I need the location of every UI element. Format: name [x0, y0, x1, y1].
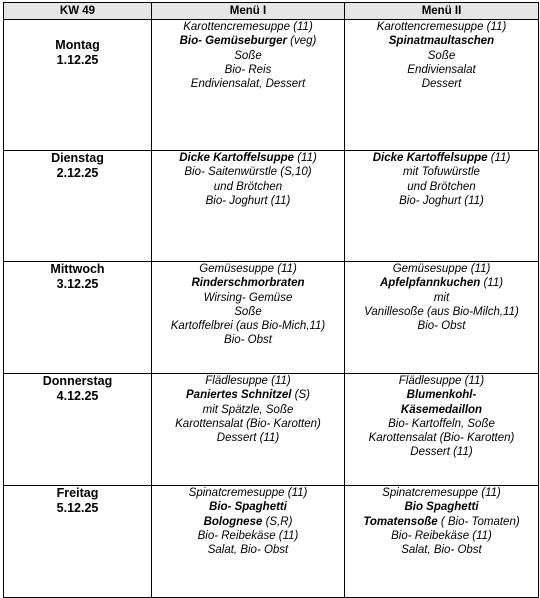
- meal-text: Bio- Kartoffeln, Soße: [388, 417, 495, 430]
- day-cell: [4, 20, 152, 151]
- meal-line: [345, 515, 538, 529]
- menu1-header: Menü I: [152, 3, 345, 20]
- day-row: [4, 374, 539, 486]
- meal-text: Dicke Kartoffelsuppe: [372, 152, 488, 164]
- meal-text: mit: [433, 291, 450, 304]
- meal-line: [345, 500, 538, 514]
- meal-line: [345, 291, 538, 305]
- menu1-cell: [152, 151, 345, 262]
- meal-text: Soße: [234, 305, 262, 318]
- meal-text: Bio- Reibekäse (11): [391, 529, 492, 542]
- meal-text: Karottencremesuppe (11): [183, 21, 313, 33]
- meal-text: Bio- Joghurt (11): [205, 194, 291, 207]
- day-name: Dienstag: [51, 151, 104, 165]
- meal-line: [345, 529, 538, 543]
- meal-text: Bio- Saitenwürstle (S,10): [184, 166, 312, 179]
- meal-text: und Brötchen: [407, 180, 476, 193]
- day-name: Mittwoch: [50, 262, 105, 276]
- meal-line: [345, 20, 538, 34]
- day-cell: [4, 374, 152, 486]
- meal-line: [345, 486, 538, 500]
- meal-text: Endiviensalat, Dessert: [190, 78, 306, 91]
- day-date: 4.12.25: [56, 389, 99, 403]
- meal-line: [345, 194, 538, 208]
- meal-text: Spinatcremesuppe (11): [382, 487, 501, 499]
- meal-line: [152, 291, 344, 305]
- meal-text: Bio- Obst: [224, 334, 272, 347]
- meal-line: [345, 63, 538, 77]
- meal-text: Soße: [427, 49, 456, 62]
- meal-text: Bio- Spaghetti: [209, 501, 287, 514]
- meal-text: Karottensalat (Bio- Karotten): [175, 417, 321, 430]
- meal-line: [152, 515, 344, 529]
- menu1-cell: [152, 20, 345, 151]
- day-name: Freitag: [56, 486, 99, 500]
- meal-suffix: (11): [487, 152, 511, 164]
- weekly-menu-table: [3, 2, 539, 598]
- meal-text: Vanillesoße (aus Bio-Milch,11): [364, 305, 519, 318]
- meal-line: [345, 445, 538, 459]
- day-cell: [4, 262, 152, 374]
- meal-line: [152, 388, 344, 402]
- meal-line: [345, 543, 538, 557]
- meal-line: [152, 262, 344, 276]
- meal-text: Dessert (11): [410, 446, 473, 459]
- meal-line: [345, 431, 538, 445]
- meal-text: Bolognese: [203, 515, 263, 528]
- meal-line: [345, 374, 538, 388]
- meal-line: [152, 374, 344, 388]
- meal-text: mit Tofuwürstle: [403, 166, 480, 179]
- meal-line: [152, 20, 344, 34]
- meal-text: Spinatcremesuppe (11): [188, 487, 308, 499]
- day-row: [4, 20, 539, 151]
- meal-line: [152, 276, 344, 290]
- meal-line: [345, 151, 538, 165]
- meal-text: Soße: [234, 49, 262, 62]
- meal-line: [152, 333, 344, 347]
- meal-line: [152, 194, 344, 208]
- meal-line: [152, 151, 344, 165]
- menu1-cell: [152, 486, 345, 598]
- meal-line: [152, 319, 344, 333]
- day-date: 1.12.25: [56, 53, 99, 67]
- meal-text: Dessert (11): [216, 432, 280, 445]
- day-row: [4, 151, 539, 262]
- menu2-cell: [345, 151, 539, 262]
- meal-text: Paniertes Schnitzel: [186, 389, 292, 402]
- meal-line: [345, 77, 538, 91]
- meal-line: [345, 388, 538, 402]
- meal-line: [152, 180, 344, 194]
- day-row: [4, 262, 539, 374]
- header-row: [4, 3, 539, 20]
- meal-text: Bio- Gemüseburger: [179, 35, 287, 48]
- meal-text: Kartoffelbrei (aus Bio-Mich,11): [170, 320, 326, 333]
- meal-text: Flädlesuppe (11): [205, 375, 291, 387]
- meal-line: [345, 319, 538, 333]
- meal-text: Spinatmaultaschen: [388, 35, 495, 48]
- meal-line: [152, 500, 344, 514]
- meal-suffix: (11): [480, 277, 504, 290]
- meal-text: Bio- Reis: [224, 63, 272, 76]
- menu2-cell: [345, 262, 539, 374]
- meal-line: [345, 403, 538, 417]
- meal-text: Salat, Bio- Obst: [207, 544, 289, 557]
- meal-line: [345, 165, 538, 179]
- meal-text: Gemüsesuppe (11): [199, 263, 297, 275]
- menu1-cell: [152, 374, 345, 486]
- meal-text: Gemüsesuppe (11): [392, 263, 491, 275]
- day-name: Donnerstag: [42, 374, 113, 388]
- meal-line: [345, 180, 538, 194]
- meal-text: und Brötchen: [213, 180, 283, 193]
- menu-body: [4, 20, 539, 598]
- meal-text: Endiviensalat: [407, 63, 476, 76]
- menu1-cell: [152, 262, 345, 374]
- meal-line: [345, 34, 538, 48]
- menu2-cell: [345, 486, 539, 598]
- meal-line: [152, 417, 344, 431]
- meal-text: Flädlesuppe (11): [398, 375, 485, 387]
- meal-text: Rinderschmorbraten: [191, 277, 305, 290]
- menu2-header: Menü II: [345, 3, 539, 20]
- day-name: Montag: [55, 38, 100, 52]
- meal-line: [152, 305, 344, 319]
- meal-text: Bio- Reibekäse (11): [197, 529, 299, 542]
- day-cell: [4, 151, 152, 262]
- meal-text: Salat, Bio- Obst: [401, 544, 482, 557]
- meal-text: Blumenkohl-: [406, 389, 477, 402]
- meal-text: Karottencremesuppe (11): [376, 21, 507, 33]
- meal-suffix: (11): [294, 152, 317, 164]
- menu2-cell: [345, 374, 539, 486]
- meal-line: [345, 276, 538, 290]
- meal-line: [152, 486, 344, 500]
- meal-line: [152, 403, 344, 417]
- meal-line: [152, 165, 344, 179]
- meal-text: Tomatensoße: [363, 515, 438, 528]
- day-cell: [4, 486, 152, 598]
- day-date: 5.12.25: [56, 501, 99, 515]
- meal-line: [345, 262, 538, 276]
- meal-text: Karottensalat (Bio- Karotten): [368, 432, 515, 445]
- meal-line: [152, 34, 344, 48]
- meal-line: [152, 77, 344, 91]
- meal-text: Wirsing- Gemüse: [203, 291, 293, 304]
- day-date: 3.12.25: [56, 277, 99, 291]
- meal-text: Bio- Joghurt (11): [399, 194, 484, 207]
- meal-suffix: ( Bio- Tomaten): [437, 515, 520, 528]
- meal-line: [345, 417, 538, 431]
- meal-line: [345, 305, 538, 319]
- meal-line: [345, 49, 538, 63]
- meal-line: [152, 49, 344, 63]
- meal-text: Apfelpfannkuchen: [379, 277, 481, 290]
- week-header: KW 49: [4, 3, 152, 20]
- meal-text: Käsemedaillon: [400, 403, 483, 416]
- meal-suffix: (S,R): [262, 515, 293, 528]
- meal-text: Dessert: [421, 78, 462, 91]
- meal-text: Bio Spaghetti: [404, 501, 479, 514]
- meal-text: Dicke Kartoffelsuppe: [179, 152, 295, 164]
- meal-suffix: (veg): [286, 35, 317, 48]
- meal-line: [152, 543, 344, 557]
- meal-suffix: (S): [291, 389, 310, 402]
- meal-line: [152, 63, 344, 77]
- day-date: 2.12.25: [56, 166, 99, 180]
- meal-line: [152, 431, 344, 445]
- meal-text: mit Spätzle, Soße: [202, 403, 294, 416]
- menu2-cell: [345, 20, 539, 151]
- day-row: [4, 486, 539, 598]
- meal-line: [152, 529, 344, 543]
- meal-text: Bio- Obst: [417, 320, 466, 333]
